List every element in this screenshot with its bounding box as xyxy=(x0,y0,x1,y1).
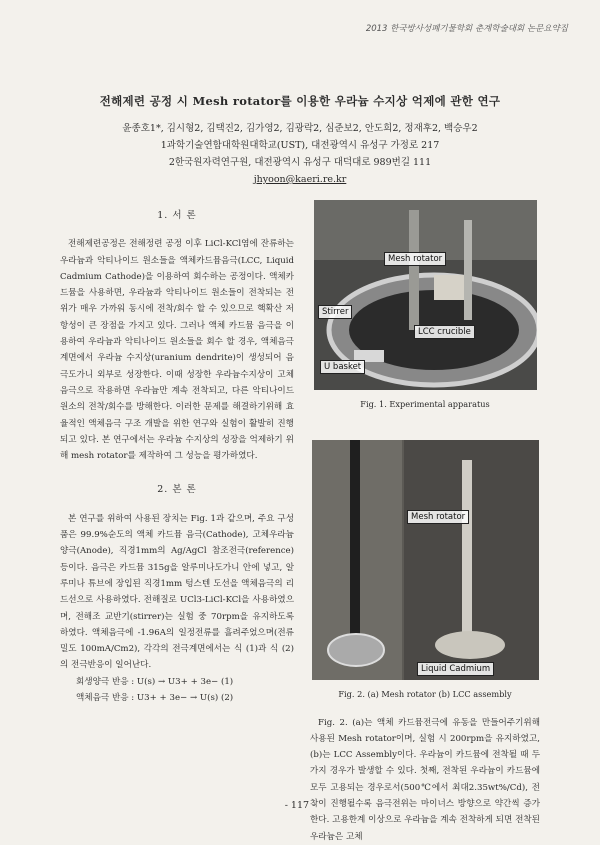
label-mesh-rotator-2: Mesh rotator xyxy=(407,510,469,524)
figure-1-caption: Fig. 1. Experimental apparatus xyxy=(360,399,490,409)
author-block xyxy=(0,120,600,188)
left-column xyxy=(60,200,294,706)
proceedings-header: 2013 한국방사성폐기물학회 춘계학술대회 논문요약집 xyxy=(365,24,568,34)
section-heading-body: 2. 본 론 xyxy=(157,484,197,496)
contact-email[interactable]: jhyoon@kaeri.re.kr xyxy=(253,174,347,185)
equation-1: 회생양극 반응 : U(s) → U3+ + 3e− (1) xyxy=(76,676,234,687)
label-lcc-crucible: LCC crucible xyxy=(414,325,475,339)
paper-title: 전해제련 공정 시 Mesh rotator를 이용한 우라늄 수지상 억제에 관한 연구 xyxy=(99,94,501,108)
figure-2-photo xyxy=(312,440,539,680)
label-u-basket: U basket xyxy=(320,360,365,374)
mesh-rotator-photo-illustration xyxy=(312,440,539,680)
figure-1-photo xyxy=(314,200,537,390)
equation-2: 액체음극 반응 : U3+ + 3e− → U(s) (2) xyxy=(76,693,234,704)
right-paragraph: Fig. 2. (a)는 액체 카드뮴전극에 유동을 만들어주기위해 사용된 Mesh rotator이며, 실험 시 200rpm을 유지하였고, (b)는 LCC Assembly이다. 우라늄이 카드뮴에 전착될 때 두 가지 경우가 발생할 수 있다. 첫째, 전착된 우라늄이 카드뮴에 모두 고용되는 경우로서(500℃에서 최대2.35wt%/Cd), 전착이 진행될수록 음극전위는 마이너스 방향으로 약간씩 증가한다. 고용한계 이상으로 우라늄을 계속 전착하게 되면 전착된 우라늄은 고체 xyxy=(310,717,540,842)
body-paragraph: 본 연구를 위하여 사용된 장치는 Fig. 1과 같으며, 주요 구성품은 99.9%순도의 액체 카드뮴 음극(Cathode), 고체우라늄 양극(Anode), 직경1mm의 Ag/AgCl 참조전극(reference) 등이다. 음극은 카드뮴 315g을 알루미나도가니 안에 넣고, 알루미나 튜브에 장입된 직경1mm 텅스텐 도선을 액체음극의 리드선으로 사용하였다. 전해질로 UCl3-LiCl-KCl을 사용하였으며, 전해조 교반기(stirrer)는 실험 중 70rpm을 유지하도록 하였다. 액체음극에 -1.96A의 일정전류를 흘려주었으며(전류밀도 100mA/Cm2), 각각의 전극계면에서는 식 (1)과 식 (2)의 전극반응이 일어난다. xyxy=(60,513,294,671)
label-liquid-cadmium: Liquid Cadmium xyxy=(417,662,494,676)
page-number: - 117 - xyxy=(284,800,316,811)
figure-2-caption: Fig. 2. (a) Mesh rotator (b) LCC assembly xyxy=(338,689,512,700)
label-stirrer: Stirrer xyxy=(318,305,352,319)
label-mesh-rotator: Mesh rotator xyxy=(384,252,446,266)
affiliation-1: 1과학기술연합대학원대학교(UST), 대전광역시 유성구 가정로 217 xyxy=(160,140,440,151)
intro-paragraph: 전해제련공정은 전해정련 공정 이후 LiCl-KCl염에 잔류하는 우라늄과 악티나이드 원소들을 액체카드뮴음극(LCC, Liquid Cadmium Cathode)을 이용하여 회수하는 공정이다. 액체카드뮴을 사용하면, 우라늄과 악티나이드 원소들이 전착되는 전위가 매우 가까워 동시에 전착/회수 할 수 있으므로 핵확산 저항성이 큰 장점을 가지고 있다. 그러나 액체 카드뮴 음극을 이용하여 우라늄과 악티나이드 원소들을 회수 할 경우, 액체음극 계면에서 우라늄 수지상(uranium dendrite)이 생성되어 음극도가니 외부로 성장한다. 이때 성장한 우라늄수지상이 고체음극으로 작용하면 우라늄만 계속 전착되고, 다른 악티나이드 원소의 전착/회수를 방해한다. 이러한 문제를 해결하기위해 효율적인 액체음극 구조 개발을 위한 연구와 실험이 활발히 진행되고 있다. 본 연구에서는 우라늄 수지상의 성장을 억제하기 위해 mesh rotator를 제작하여 그 성능을 평가하였다. xyxy=(60,239,294,462)
affiliation-2: 2한국원자력연구원, 대전광역시 유성구 대덕대로 989번길 111 xyxy=(168,157,432,168)
author-list: 윤종호1*, 김시형2, 김택진2, 김가영2, 김광락2, 심준보2, 안도희2, 정재후2, 백승우2 xyxy=(122,123,478,134)
section-heading-intro: 1. 서 론 xyxy=(157,210,197,221)
right-column xyxy=(310,200,540,845)
